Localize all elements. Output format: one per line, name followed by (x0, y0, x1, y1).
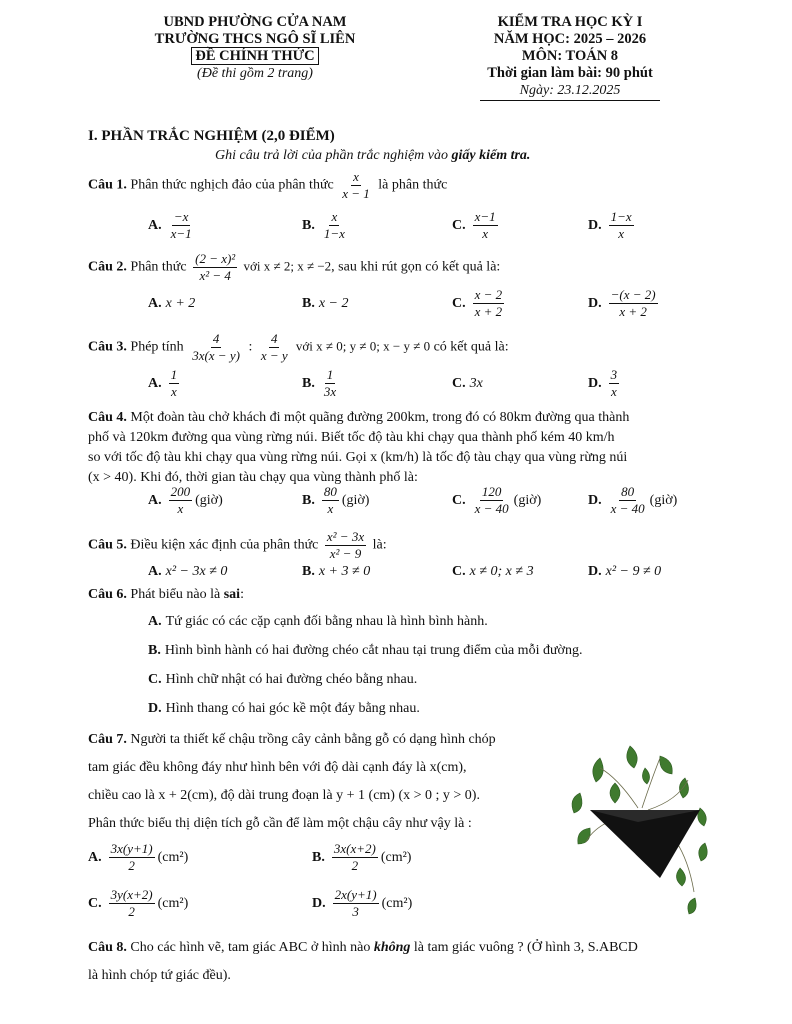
opt-den: x (482, 226, 489, 241)
opt-num: 3 (610, 367, 618, 382)
opt-den: x − 40 (610, 501, 645, 516)
q6-option-d[interactable] (148, 701, 420, 717)
q7-line-1: Người ta thiết kế chậu trồng cây cảnh bằng gỗ có dạng hình chóp (126, 732, 496, 747)
opt-label: B. (302, 564, 315, 579)
q1-post: là phân thức (374, 177, 448, 193)
q4-line-4: (x > 40). Khi đó, thời gian tàu chạy qua vùng thành phố là: (88, 470, 418, 485)
opt-label: D. (588, 295, 602, 311)
q5-fraction (325, 530, 366, 561)
q7-option-a[interactable] (88, 842, 188, 873)
q2-den: x² − 4 (199, 268, 231, 283)
q2-label: Câu 2. (88, 259, 127, 275)
opt-num: −(x − 2) (610, 287, 656, 302)
opt-text: x² − 3x ≠ 0 (165, 564, 228, 579)
q2-option-d[interactable] (588, 288, 661, 319)
opt-text: Hình bình hành có hai đường chéo cắt nhau tại trung điểm của mỗi đường. (164, 643, 583, 658)
opt-label: B. (302, 492, 315, 508)
q5-num: x² − 3x (326, 529, 365, 544)
q7-line-4: Phân thức biểu thị diện tích gỗ cần để làm một chậu cây như vậy là : (88, 816, 472, 831)
opt-label: A. (148, 614, 162, 629)
opt-num: −x (173, 209, 189, 224)
q5-option-a[interactable] (148, 564, 227, 580)
q5-label: Câu 5. (88, 537, 127, 553)
q2-option-c[interactable] (452, 288, 507, 319)
opt-den: x − 40 (474, 501, 509, 516)
q3-fraction-2 (259, 332, 290, 363)
opt-unit: (cm²) (157, 849, 189, 865)
opt-num: 80 (621, 484, 635, 499)
q4-option-b[interactable] (302, 485, 369, 516)
opt-label: A. (148, 564, 162, 579)
q1-option-c[interactable] (452, 210, 501, 241)
subject: MÔN: TOÁN 8 (521, 48, 619, 64)
opt-label: D. (312, 895, 326, 911)
q6-option-a[interactable] (148, 614, 488, 630)
q8-post: là tam giác vuông ? (Ở hình 3, S.ABCD (410, 940, 638, 955)
opt-num: 1 (326, 367, 334, 382)
opt-label: C. (452, 217, 466, 233)
opt-label: C. (88, 895, 102, 911)
question-4 (88, 408, 708, 488)
opt-label: A. (148, 296, 162, 311)
q6-stem: Phát biểu nào là (126, 587, 224, 602)
opt-num: 200 (170, 484, 191, 499)
q3-divide: : (244, 339, 256, 355)
opt-text: x + 3 ≠ 0 (318, 564, 371, 579)
opt-unit: (giờ) (649, 492, 678, 508)
opt-label: A. (148, 217, 162, 233)
q2-option-b[interactable] (302, 296, 349, 312)
opt-unit: (cm²) (381, 895, 413, 911)
q4-line-1: Một đoàn tàu chở khách đi một quãng đường 200km, trong đó có 80km đường qua thành (126, 410, 630, 425)
opt-den: x (610, 384, 617, 399)
q2-fraction (193, 252, 237, 283)
opt-num: 1−x (610, 209, 632, 224)
q3-option-b[interactable] (302, 368, 341, 399)
q2-cond: với x ≠ 2; x ≠ −2 (240, 258, 332, 274)
opt-den: 3x (323, 384, 337, 399)
opt-text: x + 2 (165, 296, 196, 311)
page-count-note: (Đề thi gồm 2 trang) (197, 66, 313, 81)
opt-text: 3x (469, 376, 483, 391)
opt-label: D. (588, 217, 602, 233)
q4-label: Câu 4. (88, 410, 127, 425)
q3-fraction-1 (190, 332, 242, 363)
opt-num: 120 (481, 484, 502, 499)
q5-post: là: (369, 537, 387, 553)
q8-line-2: là hình chóp tứ giác đều). (88, 968, 231, 983)
q7-line-3: chiều cao là x + 2(cm), độ dài trung đoạn là y + 1 (cm) (x > 0 ; y > 0). (88, 788, 480, 803)
q4-option-a[interactable] (148, 485, 223, 516)
plant-pot-image (560, 738, 720, 923)
opt-label: B. (302, 296, 315, 311)
q7-line-2: tam giác đều không đáy như hình bên với độ dài cạnh đáy là x(cm), (88, 760, 467, 775)
opt-den: x (177, 501, 184, 516)
opt-label: A. (148, 375, 162, 391)
opt-unit: (giờ) (195, 492, 223, 508)
opt-den: x (618, 226, 625, 241)
opt-text: Hình thang có hai góc kề một đáy bằng nhau. (165, 701, 420, 716)
q3-option-c[interactable] (452, 376, 483, 392)
opt-unit: (giờ) (513, 492, 542, 508)
section-title: I. PHẦN TRẮC NGHIỆM (2,0 ĐIỂM) (88, 128, 335, 144)
q2-post: , sau khi rút gọn có kết quả là: (331, 259, 501, 275)
instruction-bold: giấy kiểm tra. (451, 148, 531, 163)
opt-unit: (cm²) (380, 849, 412, 865)
opt-num: 80 (323, 484, 337, 499)
q7-option-d[interactable] (312, 888, 412, 919)
opt-text: x − 2 (318, 296, 349, 311)
q7-option-c[interactable] (88, 888, 188, 919)
q3-label: Câu 3. (88, 339, 127, 355)
exam-date: Ngày: 23.12.2025 (480, 82, 660, 101)
q1-label: Câu 1. (88, 177, 127, 193)
opt-label: B. (302, 375, 315, 391)
opt-label: B. (302, 217, 315, 233)
question-7 (88, 726, 588, 838)
opt-label: A. (148, 492, 162, 508)
q5-option-c[interactable] (452, 564, 534, 580)
question-6 (88, 585, 244, 605)
q1-option-a[interactable] (148, 210, 197, 241)
q3-post: có kết quả là: (430, 339, 509, 355)
opt-den: 1−x (323, 226, 345, 241)
opt-label: C. (452, 492, 466, 508)
header-right (455, 14, 685, 101)
opt-label: D. (588, 375, 602, 391)
opt-label: C. (148, 672, 162, 687)
q5-option-b[interactable] (302, 564, 370, 580)
q1-stem: Phân thức nghịch đảo của phân thức (126, 177, 338, 193)
official-label: ĐỀ CHÍNH THỨC (191, 47, 318, 65)
opt-num: 2x(y+1) (334, 887, 377, 902)
q6-bold: sai (223, 587, 241, 602)
opt-den: x (327, 501, 334, 516)
opt-label: C. (452, 376, 466, 391)
opt-label: B. (312, 849, 325, 865)
opt-den: 3 (352, 904, 359, 919)
opt-text: Tứ giác có các cặp cạnh đối bằng nhau là hình bình hành. (165, 614, 488, 629)
opt-num: x − 2 (474, 287, 503, 302)
q5-option-d[interactable] (588, 564, 661, 580)
opt-den: x (170, 384, 177, 399)
q3-option-a[interactable] (148, 368, 182, 399)
q1-option-d[interactable] (588, 210, 637, 241)
q6-label: Câu 6. (88, 587, 127, 602)
question-5 (88, 530, 387, 561)
q5-den: x² − 9 (329, 546, 362, 561)
opt-label: C. (452, 295, 466, 311)
q3-stem: Phép tính (126, 339, 188, 355)
opt-label: A. (88, 849, 102, 865)
opt-unit: (giờ) (341, 492, 370, 508)
q6-option-c[interactable] (148, 672, 417, 688)
q1-option-b[interactable] (302, 210, 350, 241)
opt-text: Hình chữ nhật có hai đường chéo bằng nhau. (165, 672, 418, 687)
question-3 (88, 332, 509, 363)
q3-f2-den: x − y (260, 348, 288, 363)
q2-stem: Phân thức (126, 259, 191, 275)
q8-stem: Cho các hình vẽ, tam giác ABC ở hình nào (126, 940, 374, 955)
q3-cond: với x ≠ 0; y ≠ 0; x − y ≠ 0 (292, 338, 431, 354)
question-1 (88, 170, 447, 201)
opt-label: D. (148, 701, 162, 716)
opt-num: 3x(x+2) (333, 841, 376, 856)
duration: Thời gian làm bài: 90 phút (487, 65, 653, 81)
opt-den: 2 (351, 858, 359, 873)
opt-num: 3x(y+1) (110, 841, 153, 856)
opt-den: x + 2 (474, 304, 503, 319)
q7-option-b[interactable] (312, 842, 411, 873)
instruction-text: Ghi câu trả lời của phần trắc nghiệm vào (215, 148, 452, 163)
q3-option-d[interactable] (588, 368, 622, 399)
section-instruction (215, 148, 530, 164)
opt-den: x−1 (170, 226, 192, 241)
opt-unit: (cm²) (157, 895, 189, 911)
opt-label: B. (148, 643, 161, 658)
opt-num: x−1 (474, 209, 496, 224)
q6-option-b[interactable] (148, 643, 582, 659)
q6-post: : (240, 587, 244, 602)
opt-den: x + 2 (619, 304, 647, 319)
question-8 (88, 934, 718, 990)
q3-f2-num: 4 (270, 331, 278, 346)
q4-line-3: so với tốc độ tàu khi chạy qua vùng rừng núi. Gọi x (km/h) là tốc độ tàu chạy qua vùng rừng núi (88, 450, 628, 465)
header-left (130, 14, 380, 83)
opt-label: D. (588, 564, 602, 579)
official-label-wrap (130, 48, 380, 65)
opt-label: C. (452, 564, 466, 579)
q1-fraction (340, 170, 372, 201)
opt-num: 1 (170, 367, 178, 382)
opt-den: 2 (128, 858, 135, 873)
q3-f1-num: 4 (212, 331, 220, 346)
q3-f1-den: 3x(x − y) (192, 348, 240, 363)
q1-den: x − 1 (342, 186, 370, 201)
q4-option-c[interactable] (452, 485, 541, 516)
q8-bold: không (373, 940, 411, 955)
opt-text: x ≠ 0; x ≠ 3 (469, 564, 534, 579)
opt-label: D. (588, 492, 602, 508)
opt-text: x² − 9 ≠ 0 (605, 564, 662, 579)
q8-label: Câu 8. (88, 940, 127, 955)
q5-stem: Điều kiện xác định của phân thức (126, 537, 322, 553)
exam-title: KIỂM TRA HỌC KỲ I (497, 14, 643, 30)
school-year: NĂM HỌC: 2025 – 2026 (493, 31, 647, 47)
ward-name: UBND PHƯỜNG CỬA NAM (163, 14, 347, 30)
q1-num: x (353, 169, 359, 184)
q4-line-2: phố và 120km đường qua vùng rừng núi. Biết tốc độ tàu khi chạy qua thành phố kém 40 km/h (88, 430, 615, 445)
q2-option-a[interactable] (148, 296, 195, 312)
opt-num: 3y(x+2) (110, 887, 153, 902)
q4-option-d[interactable] (588, 485, 677, 516)
question-2 (88, 252, 500, 283)
school-name: TRƯỜNG THCS NGÔ SĨ LIÊN (154, 31, 356, 47)
opt-num: x (331, 209, 338, 224)
q2-num: (2 − x)² (195, 251, 236, 266)
opt-den: 2 (128, 904, 135, 919)
q7-label: Câu 7. (88, 732, 127, 747)
